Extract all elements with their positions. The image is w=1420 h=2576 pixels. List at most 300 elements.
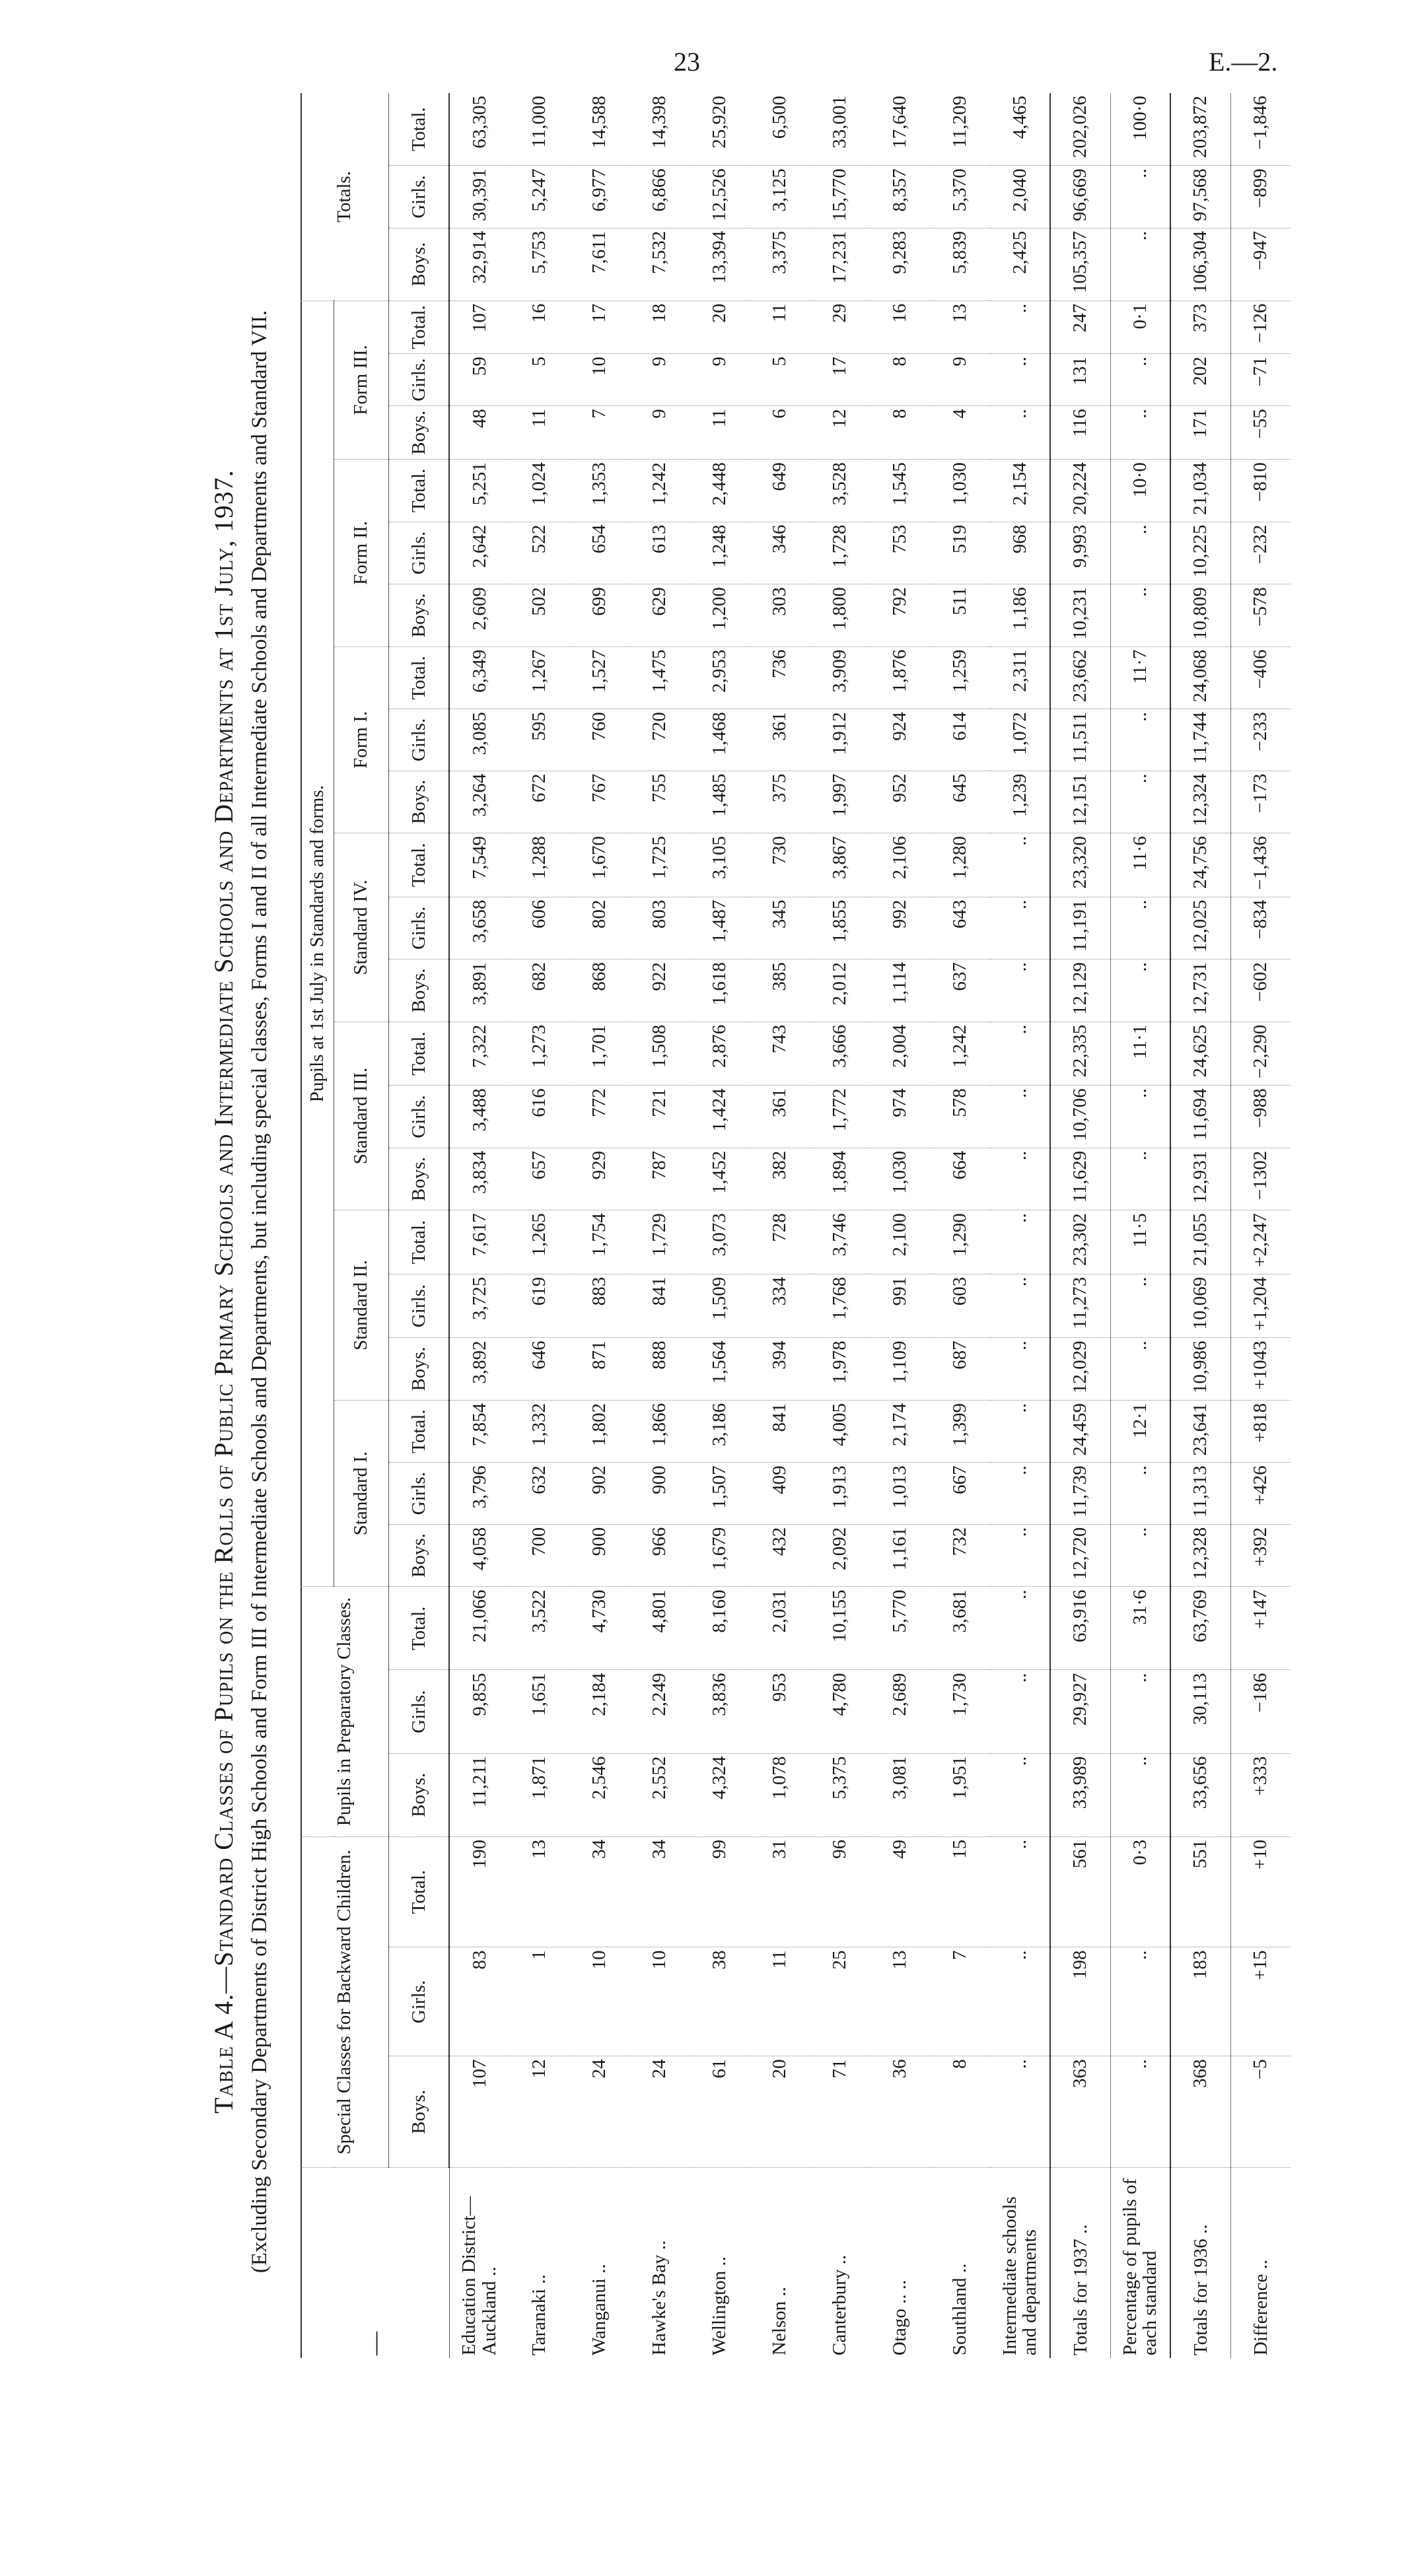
table-cell: 519 bbox=[930, 522, 990, 584]
table-cell: 12,129 bbox=[1050, 959, 1110, 1022]
table-cell: 5,839 bbox=[930, 228, 990, 300]
table-cell: 3,658 bbox=[449, 897, 509, 959]
table-cell: 4,005 bbox=[810, 1400, 870, 1463]
table-cell: −5 bbox=[1230, 2056, 1291, 2168]
row-label: Hawke's Bay .. bbox=[649, 2240, 670, 2355]
table-cell: 657 bbox=[509, 1148, 569, 1210]
table-cell: 3,522 bbox=[509, 1587, 569, 1670]
table-cell: 1,564 bbox=[690, 1338, 750, 1401]
table-cell: 9,993 bbox=[1050, 522, 1110, 584]
table-cell: 755 bbox=[629, 771, 690, 833]
table-cell: 3,836 bbox=[690, 1670, 750, 1753]
table-cell: 682 bbox=[509, 959, 569, 1022]
table-cell: .. bbox=[990, 1670, 1050, 1753]
table-cell: 2,249 bbox=[629, 1670, 690, 1753]
table-cell: 2,448 bbox=[690, 460, 750, 522]
table-cell: 606 bbox=[509, 897, 569, 959]
table-cell: .. bbox=[1110, 522, 1170, 584]
table-cell: 24,068 bbox=[1170, 646, 1230, 709]
table-cell: 29 bbox=[810, 300, 870, 353]
table-cell: 3,681 bbox=[930, 1587, 990, 1670]
table-cell: 667 bbox=[930, 1463, 990, 1524]
table-cell: 1,200 bbox=[690, 584, 750, 647]
table-cell: 10 bbox=[569, 354, 629, 406]
table-cell: 4,058 bbox=[449, 1524, 509, 1587]
row-label-header: — bbox=[301, 2168, 449, 2359]
table-cell: 21,055 bbox=[1170, 1210, 1230, 1274]
table-cell: 10,225 bbox=[1170, 522, 1230, 584]
table-cell: +392 bbox=[1230, 1524, 1291, 1587]
table-cell: 619 bbox=[509, 1274, 569, 1338]
table-cell: 974 bbox=[870, 1086, 930, 1148]
table-cell: 23,302 bbox=[1050, 1210, 1110, 1274]
document-reference: E.—2. bbox=[1209, 47, 1278, 77]
table-cell: −186 bbox=[1230, 1670, 1291, 1753]
table-cell: +1043 bbox=[1230, 1338, 1291, 1401]
table-cell: .. bbox=[990, 1400, 1050, 1463]
table-cell: +333 bbox=[1230, 1753, 1291, 1836]
table-cell: 1,876 bbox=[870, 646, 930, 709]
header-preparatory-classes: Pupils in Preparatory Classes. bbox=[301, 1587, 389, 1837]
table-cell: 1,072 bbox=[990, 709, 1050, 771]
table-cell: 334 bbox=[750, 1274, 810, 1338]
table-cell: 83 bbox=[449, 1947, 509, 2056]
table-cell: 24 bbox=[569, 2056, 629, 2168]
header-boys: Boys. bbox=[389, 406, 450, 460]
table-cell: 2,012 bbox=[810, 959, 870, 1022]
table-cell: 803 bbox=[629, 897, 690, 959]
table-cell: 645 bbox=[930, 771, 990, 833]
table-cell: 802 bbox=[569, 897, 629, 959]
table-cell: 11,273 bbox=[1050, 1274, 1110, 1338]
table-cell: 6,866 bbox=[629, 166, 690, 228]
table-cell: 1 bbox=[509, 1947, 569, 2056]
table-cell: 345 bbox=[750, 897, 810, 959]
table-cell: 11,211 bbox=[449, 1753, 509, 1836]
header-total: Total. bbox=[389, 460, 450, 522]
table-cell: 7,549 bbox=[449, 833, 509, 897]
table-cell: 96 bbox=[810, 1836, 870, 1947]
table-cell: 97,568 bbox=[1170, 166, 1230, 228]
table-cell: 1,109 bbox=[870, 1338, 930, 1401]
table-row bbox=[449, 93, 509, 2358]
row-label: Totals for 1937 .. bbox=[1050, 2168, 1110, 2359]
table-cell: 13 bbox=[930, 300, 990, 353]
row-label: Southland .. bbox=[949, 2263, 971, 2355]
table-cell: 11 bbox=[690, 406, 750, 460]
table-cell: 1,353 bbox=[569, 460, 629, 522]
table-subtitle: (Excluding Secondary Departments of District High Schools and Form III of Intermediate Schools and Departments, but including special classes, Forms I and II of all Intermediate Schools and Departments and Standard VII. bbox=[248, 310, 271, 2274]
table-cell: 1,267 bbox=[509, 646, 569, 709]
table-cell: 2,154 bbox=[990, 460, 1050, 522]
table-row bbox=[509, 93, 569, 2358]
table-cell: 7,854 bbox=[449, 1400, 509, 1463]
row-label: Education District— Auckland .. bbox=[458, 2196, 500, 2355]
table-cell: 346 bbox=[750, 522, 810, 584]
table-cell: .. bbox=[990, 959, 1050, 1022]
table-cell: .. bbox=[990, 1148, 1050, 1210]
table-cell: 382 bbox=[750, 1148, 810, 1210]
table-cell: 760 bbox=[569, 709, 629, 771]
table-cell: +10 bbox=[1230, 1836, 1291, 1947]
table-cell: 3,081 bbox=[870, 1753, 930, 1836]
table-cell: 4,801 bbox=[629, 1587, 690, 1670]
table-cell: 12,328 bbox=[1170, 1524, 1230, 1587]
table-cell: .. bbox=[990, 354, 1050, 406]
table-cell: 2,174 bbox=[870, 1400, 930, 1463]
table-cell: .. bbox=[1110, 2056, 1170, 2168]
table-cell: 247 bbox=[1050, 300, 1110, 353]
table-cell: −602 bbox=[1230, 959, 1291, 1022]
table-cell: 17,231 bbox=[810, 228, 870, 300]
table-cell: 202,026 bbox=[1050, 93, 1110, 166]
table-cell: 1,866 bbox=[629, 1400, 690, 1463]
table-cell: 2,546 bbox=[569, 1753, 629, 1836]
table-cell: 3,725 bbox=[449, 1274, 509, 1338]
table-cell: 100·0 bbox=[1110, 93, 1170, 166]
table-cell: 20 bbox=[750, 2056, 810, 2168]
header-standard-3: Standard III. bbox=[334, 1022, 389, 1210]
table-cell: 1,912 bbox=[810, 709, 870, 771]
table-cell: 614 bbox=[930, 709, 990, 771]
table-cell: 361 bbox=[750, 709, 810, 771]
table-cell: 1,280 bbox=[930, 833, 990, 897]
table-cell: 5,247 bbox=[509, 166, 569, 228]
header-boys: Boys. bbox=[389, 584, 450, 647]
table-cell: 33,001 bbox=[810, 93, 870, 166]
table-cell: 22,335 bbox=[1050, 1022, 1110, 1086]
table-cell: 1,399 bbox=[930, 1400, 990, 1463]
table-cell: 11,694 bbox=[1170, 1086, 1230, 1148]
table-cell: 929 bbox=[569, 1148, 629, 1210]
table-cell: 1,468 bbox=[690, 709, 750, 771]
table-cell: +2,247 bbox=[1230, 1210, 1291, 1274]
header-boys: Boys. bbox=[389, 1148, 450, 1210]
table-cell: .. bbox=[990, 1338, 1050, 1401]
table-cell: 190 bbox=[449, 1836, 509, 1947]
table-cell: 900 bbox=[629, 1463, 690, 1524]
table-cell: 23,641 bbox=[1170, 1400, 1230, 1463]
table-cell: 12·1 bbox=[1110, 1400, 1170, 1463]
table-cell: 15,770 bbox=[810, 166, 870, 228]
row-label: Totals for 1936 .. bbox=[1170, 2168, 1230, 2359]
table-cell: 2,876 bbox=[690, 1022, 750, 1086]
table-cell: 11,629 bbox=[1050, 1148, 1110, 1210]
table-cell: .. bbox=[990, 1274, 1050, 1338]
table-cell: 561 bbox=[1050, 1836, 1110, 1947]
table-cell: 649 bbox=[750, 460, 810, 522]
header-boys: Boys. bbox=[389, 228, 450, 300]
header-total: Total. bbox=[389, 93, 450, 166]
table-cell: 4,465 bbox=[990, 93, 1050, 166]
table-cell: +1,204 bbox=[1230, 1274, 1291, 1338]
table-cell: .. bbox=[990, 897, 1050, 959]
header-special-classes: Special Classes for Backward Children. bbox=[301, 1836, 389, 2167]
table-row bbox=[1230, 93, 1291, 2358]
table-cell: 12,731 bbox=[1170, 959, 1230, 1022]
table-cell: 1,730 bbox=[930, 1670, 990, 1753]
table-cell: 34 bbox=[629, 1836, 690, 1947]
table-cell: 4,730 bbox=[569, 1587, 629, 1670]
table-cell: 12,324 bbox=[1170, 771, 1230, 833]
table-cell: 888 bbox=[629, 1338, 690, 1401]
table-cell: 687 bbox=[930, 1338, 990, 1401]
table-cell: 63,769 bbox=[1170, 1587, 1230, 1670]
table-row bbox=[1110, 93, 1170, 2358]
table-cell: 743 bbox=[750, 1022, 810, 1086]
table-cell: −810 bbox=[1230, 460, 1291, 522]
header-boys: Boys. bbox=[389, 1338, 450, 1401]
table-cell: 63,305 bbox=[449, 93, 509, 166]
table-cell: 11·1 bbox=[1110, 1022, 1170, 1086]
table-cell: 2,311 bbox=[990, 646, 1050, 709]
table-cell: −1,846 bbox=[1230, 93, 1291, 166]
row-label: Wellington .. bbox=[709, 2256, 730, 2355]
table-cell: 1,485 bbox=[690, 771, 750, 833]
table-cell: 3,375 bbox=[750, 228, 810, 300]
table-cell: 116 bbox=[1050, 406, 1110, 460]
table-cell: .. bbox=[990, 1753, 1050, 1836]
table-cell: 595 bbox=[509, 709, 569, 771]
table-cell: 953 bbox=[750, 1670, 810, 1753]
table-cell: 13 bbox=[870, 1947, 930, 2056]
table-cell: 14,398 bbox=[629, 93, 690, 166]
table-cell: .. bbox=[990, 833, 1050, 897]
table-cell: 3,666 bbox=[810, 1022, 870, 1086]
table-cell: 2,953 bbox=[690, 646, 750, 709]
header-girls: Girls. bbox=[389, 166, 450, 228]
table-cell: 871 bbox=[569, 1338, 629, 1401]
table-cell: 841 bbox=[629, 1274, 690, 1338]
table-cell: 767 bbox=[569, 771, 629, 833]
table-cell: 1,508 bbox=[629, 1022, 690, 1086]
table-cell: 5 bbox=[509, 354, 569, 406]
table-cell: 12,151 bbox=[1050, 771, 1110, 833]
table-cell: 12,931 bbox=[1170, 1148, 1230, 1210]
table-cell: 12 bbox=[810, 406, 870, 460]
table-cell: 9 bbox=[930, 354, 990, 406]
table-cell: 1,800 bbox=[810, 584, 870, 647]
table-cell: 32,914 bbox=[449, 228, 509, 300]
table-cell: 14,588 bbox=[569, 93, 629, 166]
table-title: Table A 4.—Standard Classes of Pupils on the Rolls of Public Primary Schools and Intermediate Schools and Departments at 1st July, 1937. bbox=[209, 470, 238, 2114]
header-pupils-at-july: Pupils at 1st July in Standards and forms. bbox=[301, 300, 334, 1587]
table-cell: 603 bbox=[930, 1274, 990, 1338]
table-cell: 792 bbox=[870, 584, 930, 647]
table-cell: 991 bbox=[870, 1274, 930, 1338]
pupils-standards-table bbox=[301, 93, 1291, 2358]
table-cell: −232 bbox=[1230, 522, 1291, 584]
table-cell: 303 bbox=[750, 584, 810, 647]
table-cell: 613 bbox=[629, 522, 690, 584]
table-cell: 2,609 bbox=[449, 584, 509, 647]
table-cell: 7,611 bbox=[569, 228, 629, 300]
table-cell: 902 bbox=[569, 1463, 629, 1524]
table-cell: 7,532 bbox=[629, 228, 690, 300]
table-cell: 409 bbox=[750, 1463, 810, 1524]
table-cell: .. bbox=[1110, 166, 1170, 228]
table-cell: .. bbox=[990, 406, 1050, 460]
table-cell: 2,552 bbox=[629, 1753, 690, 1836]
table-cell: 24,756 bbox=[1170, 833, 1230, 897]
table-cell: 24 bbox=[629, 2056, 690, 2168]
table-cell: 12,025 bbox=[1170, 897, 1230, 959]
table-cell: 1,729 bbox=[629, 1210, 690, 1274]
table-cell: 3,892 bbox=[449, 1338, 509, 1401]
table-cell: −834 bbox=[1230, 897, 1291, 959]
table-cell: 629 bbox=[629, 584, 690, 647]
table-cell: −1302 bbox=[1230, 1148, 1291, 1210]
table-cell: 1,871 bbox=[509, 1753, 569, 1836]
table-row bbox=[629, 93, 690, 2358]
table-cell: 1,265 bbox=[509, 1210, 569, 1274]
table-cell: 1,802 bbox=[569, 1400, 629, 1463]
table-cell: 20 bbox=[690, 300, 750, 353]
table-cell: 8 bbox=[870, 406, 930, 460]
table-cell: 992 bbox=[870, 897, 930, 959]
table-cell: 4,780 bbox=[810, 1670, 870, 1753]
table-row bbox=[810, 93, 870, 2358]
table-cell: .. bbox=[1110, 1463, 1170, 1524]
table-cell: 10,069 bbox=[1170, 1274, 1230, 1338]
row-label: Intermediate schools and departments bbox=[999, 2196, 1040, 2355]
table-cell: −988 bbox=[1230, 1086, 1291, 1148]
table-cell: 4,324 bbox=[690, 1753, 750, 1836]
table-row bbox=[1050, 93, 1110, 2358]
table-cell: .. bbox=[1110, 406, 1170, 460]
table-cell: 1,259 bbox=[930, 646, 990, 709]
table-cell: 15 bbox=[930, 1836, 990, 1947]
table-cell: −406 bbox=[1230, 646, 1291, 709]
table-cell: 30,113 bbox=[1170, 1670, 1230, 1753]
table-cell: 13,394 bbox=[690, 228, 750, 300]
table-cell: 5,375 bbox=[810, 1753, 870, 1836]
table-cell: 5,370 bbox=[930, 166, 990, 228]
table-cell: .. bbox=[1110, 228, 1170, 300]
table-cell: 361 bbox=[750, 1086, 810, 1148]
table-cell: 1,701 bbox=[569, 1022, 629, 1086]
table-cell: 1,332 bbox=[509, 1400, 569, 1463]
table-cell: 25 bbox=[810, 1947, 870, 2056]
table-cell: 6,349 bbox=[449, 646, 509, 709]
table-cell: 1,030 bbox=[930, 460, 990, 522]
table-cell: 3,186 bbox=[690, 1400, 750, 1463]
table-cell: .. bbox=[1110, 1524, 1170, 1587]
table-cell: 968 bbox=[990, 522, 1050, 584]
table-cell: 18 bbox=[629, 300, 690, 353]
table-body bbox=[449, 93, 1291, 2358]
table-cell: 787 bbox=[629, 1148, 690, 1210]
table-cell: 700 bbox=[509, 1524, 569, 1587]
table-cell: 664 bbox=[930, 1148, 990, 1210]
table-cell: −578 bbox=[1230, 584, 1291, 647]
table-cell: .. bbox=[990, 1947, 1050, 2056]
table-cell: −126 bbox=[1230, 300, 1291, 353]
table-cell: .. bbox=[1110, 1947, 1170, 2056]
table-cell: 5,753 bbox=[509, 228, 569, 300]
table-cell: 9,855 bbox=[449, 1670, 509, 1753]
table-cell: 8,160 bbox=[690, 1587, 750, 1670]
table-cell: 23,662 bbox=[1050, 646, 1110, 709]
header-total: Total. bbox=[389, 1210, 450, 1274]
table-cell: .. bbox=[1110, 959, 1170, 1022]
table-cell: .. bbox=[990, 1836, 1050, 1947]
table-cell: 202 bbox=[1170, 354, 1230, 406]
table-cell: 432 bbox=[750, 1524, 810, 1587]
table-cell: 2,100 bbox=[870, 1210, 930, 1274]
table-cell: .. bbox=[1110, 1670, 1170, 1753]
table-cell: .. bbox=[1110, 584, 1170, 647]
table-cell: 1,507 bbox=[690, 1463, 750, 1524]
table-cell: 99 bbox=[690, 1836, 750, 1947]
table-cell: 12 bbox=[509, 2056, 569, 2168]
table-cell: 736 bbox=[750, 646, 810, 709]
table-cell: 3,909 bbox=[810, 646, 870, 709]
table-cell: −899 bbox=[1230, 166, 1291, 228]
table-cell: 1,030 bbox=[870, 1148, 930, 1210]
table-cell: 4 bbox=[930, 406, 990, 460]
table-cell: .. bbox=[1110, 1148, 1170, 1210]
table-cell: +15 bbox=[1230, 1947, 1291, 2056]
table-cell: 1,728 bbox=[810, 522, 870, 584]
table-cell: 1,475 bbox=[629, 646, 690, 709]
row-label: Percentage of pupils of each standard bbox=[1110, 2168, 1170, 2359]
table-cell: 1,754 bbox=[569, 1210, 629, 1274]
table-cell: 502 bbox=[509, 584, 569, 647]
header-standard-2: Standard II. bbox=[334, 1210, 389, 1401]
row-label: Otago .. .. bbox=[889, 2280, 911, 2355]
table-cell: 1,242 bbox=[930, 1022, 990, 1086]
table-cell: −173 bbox=[1230, 771, 1291, 833]
table-cell: 11 bbox=[750, 1947, 810, 2056]
table-cell: 966 bbox=[629, 1524, 690, 1587]
table-cell: 96,669 bbox=[1050, 166, 1110, 228]
table-cell: 10,809 bbox=[1170, 584, 1230, 647]
table-cell: 11 bbox=[750, 300, 810, 353]
header-row-groups bbox=[301, 93, 334, 2358]
table-row bbox=[1170, 93, 1230, 2358]
table-cell: 1,248 bbox=[690, 522, 750, 584]
table-cell: .. bbox=[990, 1463, 1050, 1524]
table-cell: 1,670 bbox=[569, 833, 629, 897]
table-cell: 105,357 bbox=[1050, 228, 1110, 300]
table-cell: −71 bbox=[1230, 354, 1291, 406]
table-cell: 11,511 bbox=[1050, 709, 1110, 771]
table-cell: .. bbox=[990, 2056, 1050, 2168]
table-cell: 1,239 bbox=[990, 771, 1050, 833]
table-cell: 10 bbox=[629, 1947, 690, 2056]
header-form-1: Form I. bbox=[334, 646, 389, 833]
table-cell: 12,526 bbox=[690, 166, 750, 228]
table-cell: 10,155 bbox=[810, 1587, 870, 1670]
header-girls: Girls. bbox=[389, 897, 450, 959]
table-cell: 9 bbox=[629, 406, 690, 460]
table-cell: 31·6 bbox=[1110, 1587, 1170, 1670]
table-cell: 49 bbox=[870, 1836, 930, 1947]
table-cell: 363 bbox=[1050, 2056, 1110, 2168]
table-cell: 2,040 bbox=[990, 166, 1050, 228]
header-girls: Girls. bbox=[389, 1670, 450, 1753]
table-cell: 11·5 bbox=[1110, 1210, 1170, 1274]
table-cell: 107 bbox=[449, 300, 509, 353]
table-cell: 1,273 bbox=[509, 1022, 569, 1086]
table-cell: −233 bbox=[1230, 709, 1291, 771]
table-cell: 6,500 bbox=[750, 93, 810, 166]
table-cell: 1,424 bbox=[690, 1086, 750, 1148]
table-cell: 7 bbox=[569, 406, 629, 460]
table-cell: 2,004 bbox=[870, 1022, 930, 1086]
table-cell: 29,927 bbox=[1050, 1670, 1110, 1753]
